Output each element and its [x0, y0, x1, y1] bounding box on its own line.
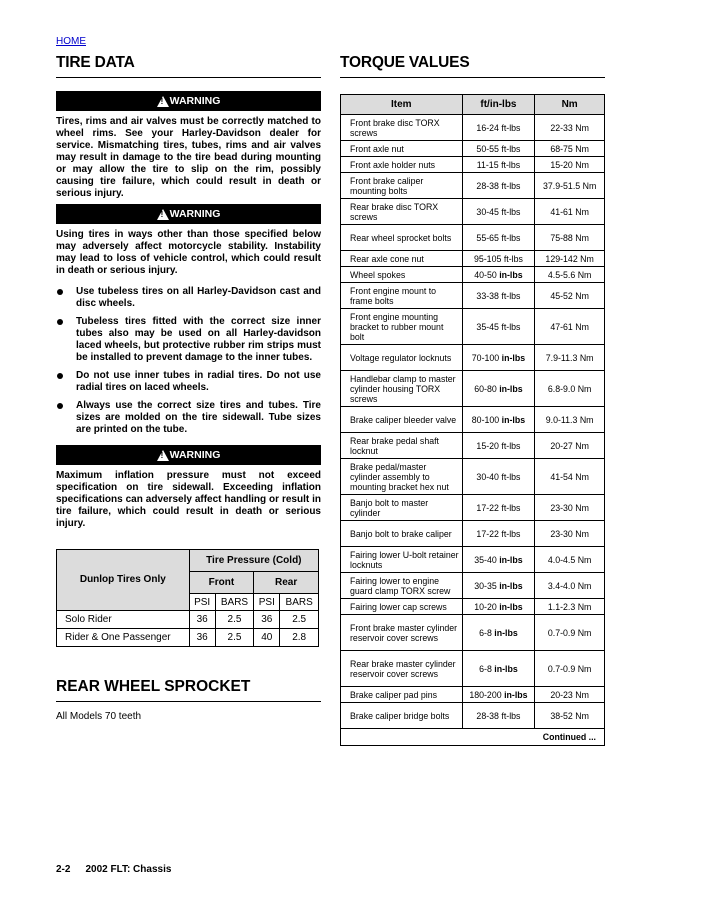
table-row	[341, 433, 605, 459]
torque-ftlbs	[462, 651, 535, 687]
torque-nm: 68-75 Nm	[535, 141, 605, 157]
torque-ftlbs	[462, 687, 535, 703]
table-unit-header: PSI	[189, 594, 215, 611]
torque-unit: ft-lbs	[503, 253, 523, 264]
sprocket-title: REAR WHEEL SPROCKET	[56, 678, 321, 702]
torque-nm: 45-52 Nm	[535, 283, 605, 309]
table-unit-header: BARS	[215, 594, 254, 611]
torque-ftlbs	[462, 157, 535, 173]
table-row	[341, 173, 605, 199]
torque-table-body	[341, 115, 605, 729]
warning-banner	[56, 445, 321, 465]
list-item: Tubeless tires fitted with the correct size inner tubes also may be used on all Harley-davidson laced wheels, but protective rubber rim strips must be installed to prevent damage to the inner tubes.	[56, 316, 321, 364]
torque-unit: ft-lbs	[501, 159, 521, 170]
torque-unit: in-lbs	[504, 689, 528, 700]
warning-text: Maximum inflation pressure must not exceed specification on tire sidewall. Exceeding inflation specifications can adversely affect handling or result in tire failure, which could result in death or serious injury.	[56, 470, 321, 529]
warning-banner	[56, 91, 321, 111]
torque-item: Fairing lower to engine guard clamp TORX screw	[341, 573, 463, 599]
torque-item: Voltage regulator locknuts	[341, 345, 463, 371]
warning-icon: !	[157, 209, 169, 220]
torque-ftlbs	[462, 225, 535, 251]
table-unit-header: BARS	[280, 594, 319, 611]
torque-value: 70-100	[471, 352, 500, 363]
torque-unit: in-lbs	[499, 601, 523, 612]
warning-icon: !	[157, 96, 169, 107]
torque-unit: ft-lbs	[501, 471, 521, 482]
column-header-item: Item	[341, 95, 463, 115]
torque-ftlbs	[462, 459, 535, 495]
torque-value: 50-55	[476, 143, 499, 154]
table-row	[341, 459, 605, 495]
torque-ftlbs	[462, 371, 535, 407]
table-row	[341, 573, 605, 599]
table-row: Solo Rider 36 2.5 36 2.5	[57, 611, 319, 629]
torque-item: Rear brake pedal shaft locknut	[341, 433, 463, 459]
torque-ftlbs	[462, 251, 535, 267]
torque-item: Rear wheel sprocket bolts	[341, 225, 463, 251]
torque-nm: 22-33 Nm	[535, 115, 605, 141]
torque-value: 28-38	[476, 180, 499, 191]
table-row	[341, 371, 605, 407]
list-item: Do not use inner tubes in radial tires. Do not use radial tires on laced wheels.	[56, 370, 321, 394]
torque-value: 33-38	[476, 290, 499, 301]
tire-data-section	[56, 54, 321, 722]
torque-ftlbs	[462, 267, 535, 283]
torque-unit: ft-lbs	[501, 206, 521, 217]
table-row	[341, 267, 605, 283]
table-row	[341, 407, 605, 433]
home-link[interactable]: HOME	[56, 36, 86, 47]
torque-unit: ft-lbs	[501, 710, 521, 721]
table-front-header: Front	[189, 572, 254, 594]
tire-rules-list	[56, 286, 321, 436]
torque-unit: ft-lbs	[501, 232, 521, 243]
torque-nm: 0.7-0.9 Nm	[535, 615, 605, 651]
torque-nm: 38-52 Nm	[535, 703, 605, 729]
warning-label: WARNING	[169, 449, 221, 461]
torque-item: Front engine mount to frame bolts	[341, 283, 463, 309]
torque-value: 40-50	[474, 269, 497, 280]
torque-value: 6-8	[479, 663, 492, 674]
torque-nm: 23-30 Nm	[535, 495, 605, 521]
torque-item: Rear axle cone nut	[341, 251, 463, 267]
torque-nm: 47-61 Nm	[535, 309, 605, 345]
torque-value: 17-22	[476, 502, 499, 513]
torque-unit: ft-lbs	[501, 528, 521, 539]
torque-value: 15-20	[476, 440, 499, 451]
torque-item: Front axle nut	[341, 141, 463, 157]
torque-unit: ft-lbs	[501, 321, 521, 332]
torque-value: 10-20	[474, 601, 497, 612]
torque-nm: 41-61 Nm	[535, 199, 605, 225]
document-title: 2002 FLT: Chassis	[85, 864, 172, 875]
torque-nm: 129-142 Nm	[535, 251, 605, 267]
column-header-ftlbs: ft/in-lbs	[462, 95, 535, 115]
torque-nm: 4.0-4.5 Nm	[535, 547, 605, 573]
table-row	[341, 703, 605, 729]
table-row	[341, 251, 605, 267]
warning-label: WARNING	[169, 95, 221, 107]
table-row	[341, 141, 605, 157]
torque-value: 16-24	[476, 122, 499, 133]
warning-icon: !	[157, 450, 169, 461]
torque-unit: ft-lbs	[501, 180, 521, 191]
torque-unit: in-lbs	[499, 383, 523, 394]
torque-unit: in-lbs	[499, 554, 523, 565]
warning-banner	[56, 204, 321, 224]
torque-item: Front brake master cylinder reservoir cover screws	[341, 615, 463, 651]
torque-nm: 37.9-51.5 Nm	[535, 173, 605, 199]
torque-ftlbs	[462, 573, 535, 599]
page-footer	[56, 864, 186, 875]
table-rear-header: Rear	[254, 572, 319, 594]
torque-ftlbs	[462, 615, 535, 651]
torque-nm: 0.7-0.9 Nm	[535, 651, 605, 687]
torque-ftlbs	[462, 115, 535, 141]
torque-value: 55-65	[476, 232, 499, 243]
torque-nm: 41-54 Nm	[535, 459, 605, 495]
torque-nm: 20-23 Nm	[535, 687, 605, 703]
torque-unit: in-lbs	[501, 352, 526, 363]
torque-nm: 6.8-9.0 Nm	[535, 371, 605, 407]
column-header-nm: Nm	[535, 95, 605, 115]
torque-item: Fairing lower cap screws	[341, 599, 463, 615]
torque-item: Brake caliper bleeder valve	[341, 407, 463, 433]
torque-unit: in-lbs	[494, 627, 518, 638]
torque-value: 11-15	[476, 159, 499, 170]
torque-ftlbs	[462, 547, 535, 573]
torque-value: 80-100	[471, 414, 500, 425]
torque-item: Banjo bolt to brake caliper	[341, 521, 463, 547]
torque-nm: 20-27 Nm	[535, 433, 605, 459]
torque-nm: 1.1-2.3 Nm	[535, 599, 605, 615]
torque-ftlbs	[462, 309, 535, 345]
torque-value: 28-38	[476, 710, 499, 721]
tire-data-title: TIRE DATA	[56, 54, 321, 78]
table-row	[341, 651, 605, 687]
torque-value: 17-22	[476, 528, 499, 539]
table-row	[341, 115, 605, 141]
table-row	[341, 495, 605, 521]
table-row	[341, 309, 605, 345]
torque-ftlbs	[462, 521, 535, 547]
torque-unit: in-lbs	[501, 414, 526, 425]
torque-item: Brake pedal/master cylinder assembly to mounting bracket hex nut	[341, 459, 463, 495]
torque-value: 180-200	[469, 689, 502, 700]
torque-ftlbs	[462, 703, 535, 729]
torque-ftlbs	[462, 283, 535, 309]
torque-item: Rear brake disc TORX screws	[341, 199, 463, 225]
table-unit-header: PSI	[254, 594, 280, 611]
table-row: Rider & One Passenger 36 2.5 40 2.8	[57, 629, 319, 647]
warning-text: Using tires in ways other than those specified below may adversely affect motorcycle stability. Instability may lead to loss of vehicle control, which could result in death or serious injury.	[56, 229, 321, 276]
torque-title: TORQUE VALUES	[340, 54, 605, 78]
table-row	[341, 599, 605, 615]
torque-ftlbs	[462, 141, 535, 157]
torque-unit: in-lbs	[499, 269, 523, 280]
torque-ftlbs	[462, 433, 535, 459]
torque-ftlbs	[462, 173, 535, 199]
torque-value: 30-45	[476, 206, 499, 217]
torque-unit: ft-lbs	[501, 143, 521, 154]
torque-nm: 23-30 Nm	[535, 521, 605, 547]
torque-item: Fairing lower U-bolt retainer locknuts	[341, 547, 463, 573]
tire-pressure-table	[56, 549, 319, 647]
warning-label: WARNING	[169, 208, 221, 220]
torque-value: 35-40	[474, 554, 497, 565]
torque-unit: ft-lbs	[501, 122, 521, 133]
list-item: Use tubeless tires on all Harley-Davidson cast and disc wheels.	[56, 286, 321, 310]
torque-item: Brake caliper pad pins	[341, 687, 463, 703]
page-number: 2-2	[56, 864, 71, 875]
torque-item: Rear brake master cylinder reservoir cover screws	[341, 651, 463, 687]
torque-value: 30-35	[474, 580, 497, 591]
torque-value: 6-8	[479, 627, 492, 638]
bullet-icon	[57, 319, 63, 325]
torque-value: 60-80	[474, 383, 497, 394]
bullet-icon	[57, 403, 63, 409]
torque-item: Front axle holder nuts	[341, 157, 463, 173]
torque-ftlbs	[462, 407, 535, 433]
torque-item: Front brake disc TORX screws	[341, 115, 463, 141]
torque-nm: 3.4-4.0 Nm	[535, 573, 605, 599]
torque-nm: 7.9-11.3 Nm	[535, 345, 605, 371]
table-row	[341, 615, 605, 651]
bullet-icon	[57, 289, 63, 295]
torque-item: Wheel spokes	[341, 267, 463, 283]
torque-item: Banjo bolt to master cylinder	[341, 495, 463, 521]
table-row	[341, 345, 605, 371]
table-row	[341, 521, 605, 547]
torque-ftlbs	[462, 599, 535, 615]
torque-item: Brake caliper bridge bolts	[341, 703, 463, 729]
torque-table	[340, 94, 605, 746]
table-row	[341, 547, 605, 573]
continued-note: Continued ...	[341, 729, 605, 746]
torque-item: Handlebar clamp to master cylinder housing TORX screws	[341, 371, 463, 407]
table-row	[341, 225, 605, 251]
list-item: Always use the correct size tires and tubes. Tire sizes are molded on the tire sidewall. Tube sizes are printed on the tube.	[56, 400, 321, 436]
table-row	[341, 199, 605, 225]
torque-value: 95-105	[473, 253, 502, 264]
torque-nm: 4.5-5.6 Nm	[535, 267, 605, 283]
torque-unit: ft-lbs	[501, 440, 521, 451]
torque-nm: 9.0-11.3 Nm	[535, 407, 605, 433]
torque-value: 35-45	[476, 321, 499, 332]
table-row	[341, 157, 605, 173]
table-group-header: Tire Pressure (Cold)	[189, 550, 318, 572]
sprocket-text: All Models 70 teeth	[56, 711, 142, 722]
torque-unit: ft-lbs	[501, 290, 521, 301]
torque-ftlbs	[462, 345, 535, 371]
warning-text: Tires, rims and air valves must be correctly matched to wheel rims. See your Harley-Davidson dealer for service. Mismatching tires, tubes, rims and air valves may result in damage to the tire bead during mounting or may allow the tire to slip on the rim, possibly causing tire failure, which could result in death or serious injury.	[56, 116, 321, 199]
table-corner-header: Dunlop Tires Only	[57, 550, 190, 611]
torque-unit: in-lbs	[499, 580, 523, 591]
torque-ftlbs	[462, 199, 535, 225]
torque-item: Front brake caliper mounting bolts	[341, 173, 463, 199]
torque-unit: in-lbs	[494, 663, 518, 674]
table-row	[341, 283, 605, 309]
bullet-icon	[57, 373, 63, 379]
torque-value: 30-40	[476, 471, 499, 482]
torque-nm: 75-88 Nm	[535, 225, 605, 251]
torque-section	[340, 54, 605, 746]
torque-item: Front engine mounting bracket to rubber mount bolt	[341, 309, 463, 345]
table-row	[341, 687, 605, 703]
torque-nm: 15-20 Nm	[535, 157, 605, 173]
torque-unit: ft-lbs	[501, 502, 521, 513]
torque-ftlbs	[462, 495, 535, 521]
